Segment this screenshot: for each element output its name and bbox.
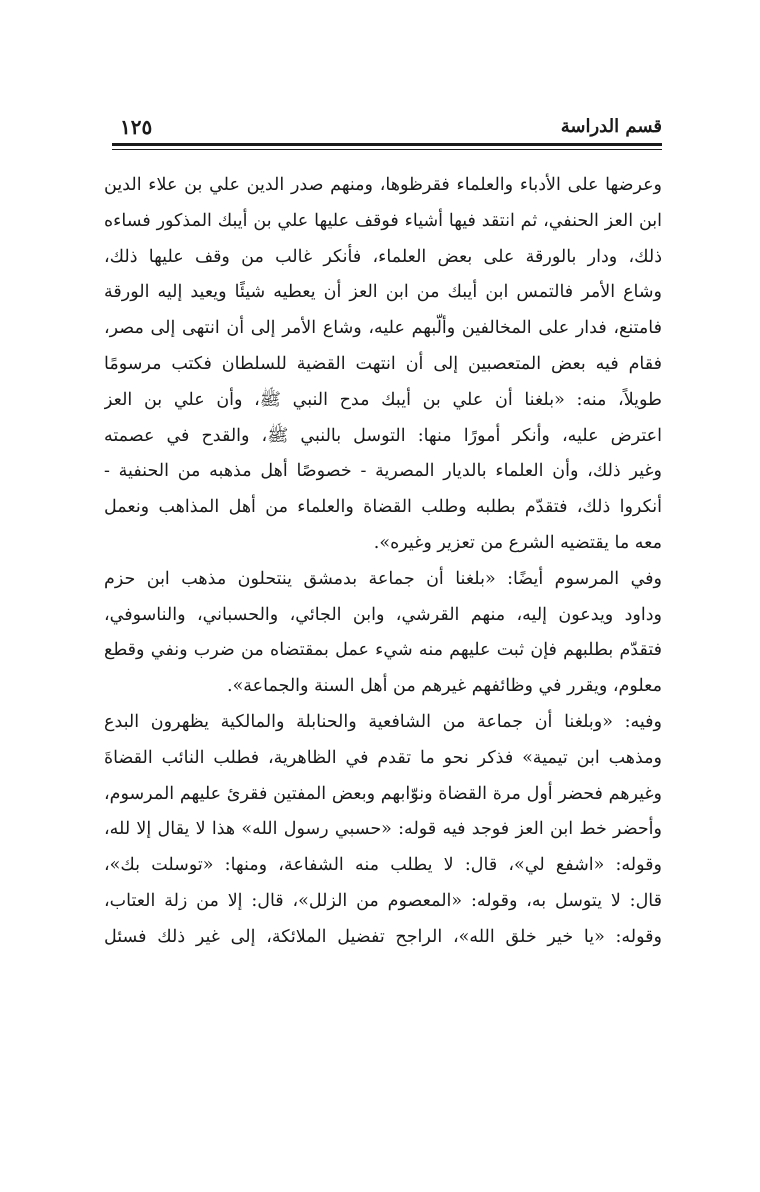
- paragraph-2: [104, 562, 662, 705]
- body-text: [104, 168, 662, 956]
- text-line: وغيرهم فحضر أول مرة القضاة ونوّابهم وبعض المفتين فقرئ عليهم المرسوم،: [104, 783, 662, 804]
- text-line: ومذهب ابن تيمية» فذكر نحو ما تقدم في الظاهرية، فطلب النائب القضاةَ: [104, 747, 662, 768]
- text-line: وأحضر خط ابن العز فوجد فيه قوله: «حسبي رسول الله» هذا لا يقال إلا لله،: [104, 819, 662, 840]
- page-number: ١٢٥: [120, 115, 153, 139]
- text-line: قال: لا يتوسل به، وقوله: «المعصوم من الزلل»، قال: إلا من زلة العتاب،: [104, 890, 662, 911]
- text-line: ذلك، ودار بالورقة على بعض العلماء، فأنكر غالب من وقف عليها ذلك،: [104, 246, 662, 267]
- text-line: وعرضها على الأدباء والعلماء فقرظوها، ومنهم صدر الدين علي بن علاء الدين: [104, 175, 662, 195]
- text-line: فقام فيه بعض المتعصبين إلى أن انتهت القضية للسلطان فكتب مرسومًا: [104, 353, 662, 374]
- running-title: قسم الدراسة: [560, 116, 662, 137]
- header-rule-thin: [112, 149, 662, 150]
- text-line: وفيه: «وبلغنا أن جماعة من الشافعية والحنابلة والمالكية يظهرون البدع: [104, 711, 662, 732]
- text-line: وشاع الأمر فالتمس ابن أيبك من ابن العز أن يعطيه شيئًا ويعيد إليه الورقة: [104, 282, 662, 303]
- text-line: اعترض عليه، وأنكر أمورًا منها: التوسل بالنبي ﷺ، والقدح في عصمته: [104, 425, 662, 446]
- text-line: معلوم، ويقرر في وظائفهم غيرهم من أهل السنة والجماعة».: [227, 676, 662, 697]
- paragraph-1: [104, 168, 662, 562]
- text-line: فتقدّم بطلبهم فإن ثبت عليهم منه شيء عمل بمقتضاه من ضرب ونفي وقطع: [104, 640, 662, 661]
- text-line: معه ما يقتضيه الشرع من تعزير وغيره».: [373, 532, 662, 553]
- text-line: طويلاً، منه: «بلغنا أن علي بن أيبك مدح النبي ﷺ، وأن علي بن العز: [104, 389, 662, 410]
- text-line: وغير ذلك، وأن العلماء بالديار المصرية - خصوصًا أهل مذهبه من الحنفية -: [104, 461, 662, 482]
- text-line: فامتنع، فدار على المخالفين وألّبهم عليه، وشاع الأمر إلى أن انتهى إلى مصر،: [104, 318, 662, 339]
- text-line: أنكروا ذلك، فتقدّم بطلبه وطلب القضاة والعلماء من أهل المذاهب ونعمل: [104, 497, 662, 518]
- text-line: ابن العز الحنفي، ثم انتقد فيها أشياء فوقف عليها علي بن أيبك المذكور فساءه: [104, 210, 662, 231]
- page-header: [120, 112, 662, 146]
- header-rule-thick: [112, 143, 662, 146]
- text-line: وقوله: «اشفع لي»، قال: لا يطلب منه الشفاعة، ومنها: «توسلت بك»،: [104, 855, 662, 876]
- text-line: وفي المرسوم أيضًا: «بلغنا أن جماعة بدمشق ينتحلون مذهب ابن حزم: [104, 568, 662, 589]
- text-line: وقوله: «يا خير خلق الله»، الراجح تفضيل الملائكة، إلى غير ذلك فسئل: [104, 926, 662, 947]
- text-line: وداود ويدعون إليه، منهم القرشي، وابن الجائي، والحسباني، والناسوفي،: [104, 604, 662, 625]
- paragraph-3: [104, 705, 662, 956]
